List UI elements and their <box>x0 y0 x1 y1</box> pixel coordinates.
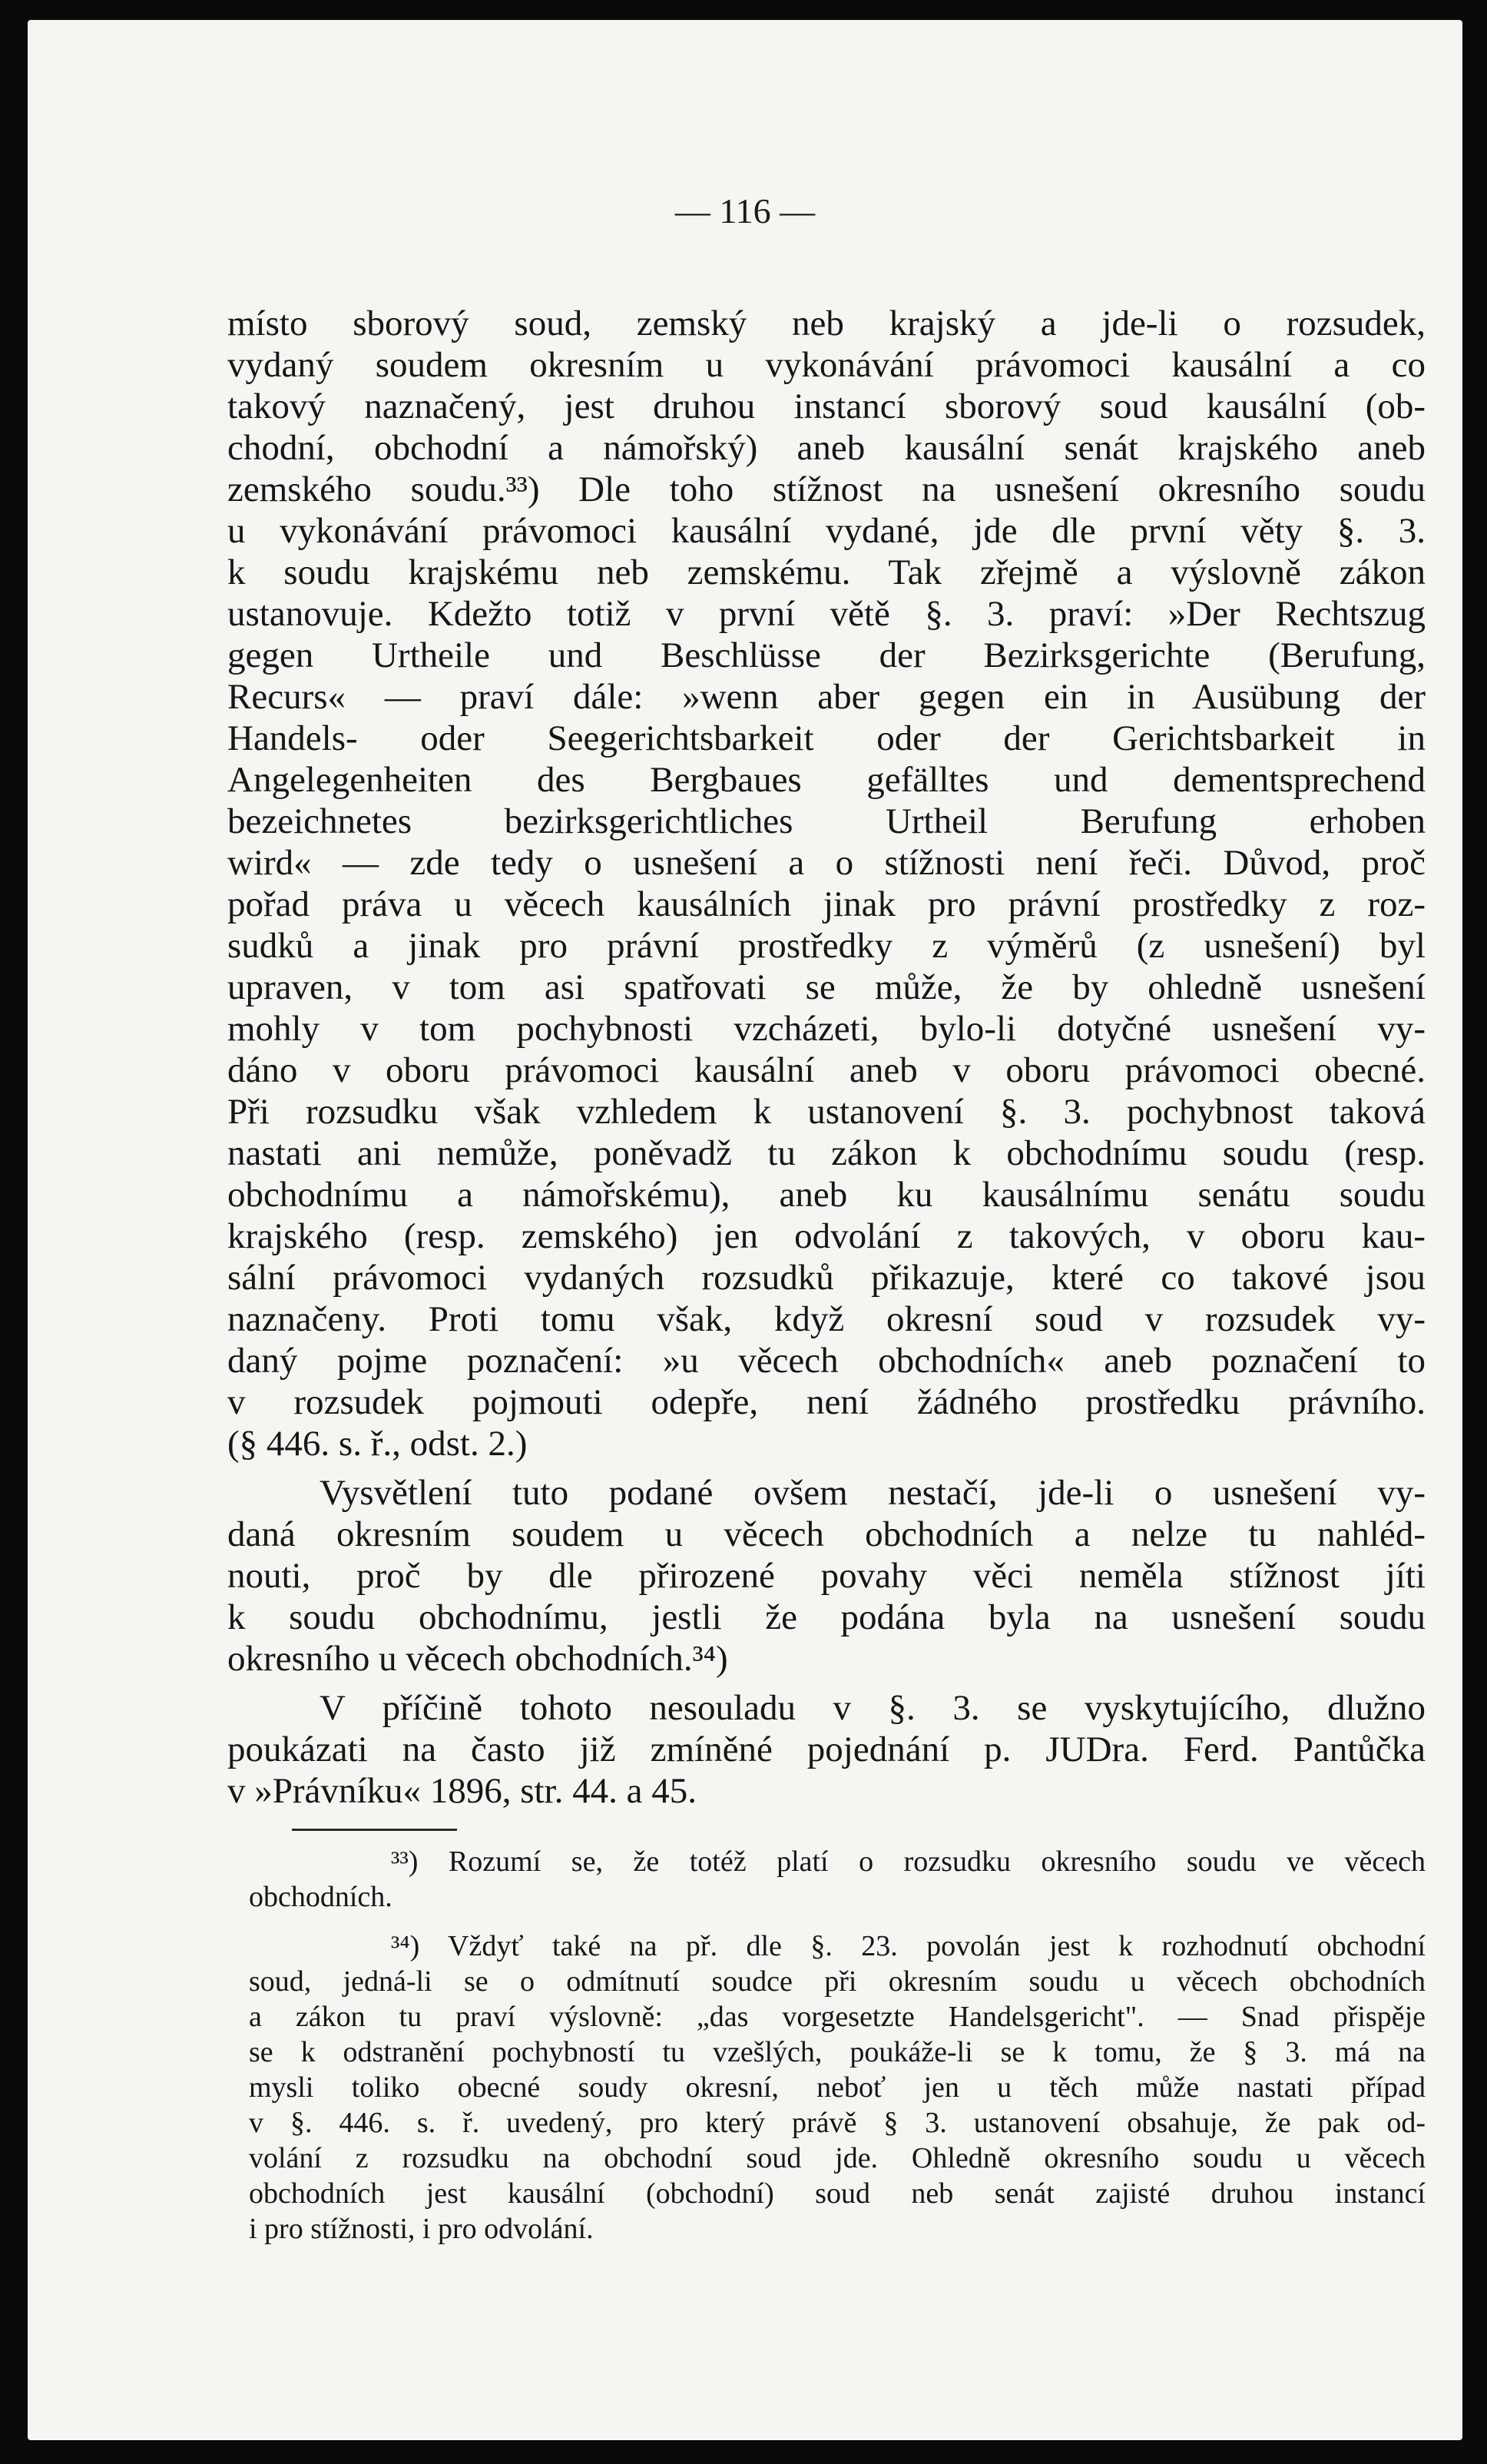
paragraph-1 <box>227 303 1426 1464</box>
text-line: (§ 446. s. ř., odst. 2.) <box>227 1424 528 1464</box>
text-line: Handels- oder Seegerichtsbarkeit oder der Gerichtsbarkeit in <box>227 718 1426 758</box>
footnote-line: obchodních jest kausální (obchodní) soud neb senát zajisté druhou instancí <box>249 2177 1426 2210</box>
text-line: poukázati na často již zmíněné pojednání p. JUDra. Ferd. Pantůčka <box>227 1729 1426 1769</box>
footnote-34 <box>249 1928 1426 2247</box>
footnote-line: soud, jedná-li se o odmítnutí soudce při okresním soudu u věcech obchodních <box>249 1965 1426 1998</box>
text-line: Angelegenheiten des Bergbaues gefälltes und dementsprechend <box>227 760 1426 800</box>
footnote-line: a zákon tu praví výslovně: „das vorgesetzte Handelsgericht". — Snad přispěje <box>249 2001 1426 2033</box>
footnote-33 <box>249 1844 1426 1915</box>
footnote-line: mysli toliko obecné soudy okresní, neboť jen u těch může nastati případ <box>249 2071 1426 2104</box>
paragraph-3 <box>227 1687 1426 1812</box>
text-line: takový naznačený, jest druhou instancí sborový soud kausální (ob- <box>227 386 1426 426</box>
text-line: Vysvětlení tuto podané ovšem nestačí, jde-li o usnešení vy- <box>320 1473 1426 1513</box>
main-text <box>227 303 1426 1812</box>
text-line: nastati ani nemůže, poněvadž tu zákon k obchodnímu soudu (resp. <box>227 1133 1426 1173</box>
text-line: naznačeny. Proti tomu však, když okresní soud v rozsudek vy- <box>227 1299 1426 1339</box>
text-line: nouti, proč by dle přirozené povahy věci neměla stížnost jíti <box>227 1556 1426 1596</box>
footnote-line: v §. 446. s. ř. uvedený, pro který právě § 3. ustanovení obsahuje, že pak od- <box>249 2107 1426 2139</box>
text-line: upraven, v tom asi spatřovati se může, že by ohledně usnešení <box>227 967 1426 1007</box>
paragraph-2 <box>227 1472 1426 1680</box>
footnote-line: ³³) Rozumí se, že totéž platí o rozsudku okresního soudu ve věcech <box>391 1846 1426 1878</box>
footnote-line: ³⁴) Vždyť také na př. dle §. 23. povolán jest k rozhodnutí obchodní <box>391 1930 1426 1962</box>
text-line: krajského (resp. zemského) jen odvolání z takových, v oboru kau- <box>227 1216 1426 1256</box>
text-line: wird« — zde tedy o usnešení a o stížnosti není řeči. Důvod, proč <box>227 843 1426 883</box>
page-number: — 116 — <box>674 191 816 230</box>
text-line: sální právomoci vydaných rozsudků přikazuje, které co takové jsou <box>227 1258 1426 1298</box>
text-line: dáno v oboru právomoci kausální aneb v oboru právomoci obecné. <box>227 1050 1426 1090</box>
text-line: daná okresním soudem u věcech obchodních a nelze tu nahléd- <box>227 1514 1426 1554</box>
text-line: k soudu obchodnímu, jestli že podána byla na usnešení soudu <box>227 1597 1426 1637</box>
text-line: daný pojme poznačení: »u věcech obchodních« aneb poznačení to <box>227 1341 1426 1381</box>
text-line: k soudu krajskému neb zemskému. Tak zřejmě a výslovně zákon <box>227 552 1426 592</box>
text-line: u vykonávání právomoci kausální vydané, jde dle první věty §. 3. <box>227 511 1426 551</box>
footnotes <box>249 1844 1426 2247</box>
text-line: v »Právníku« 1896, str. 44. a 45. <box>227 1771 697 1811</box>
text-line: sudků a jinak pro právní prostředky z výměrů (z usnešení) byl <box>227 926 1426 966</box>
footnote-line: se k odstranění pochybností tu vzešlých, poukáže-li se k tomu, že § 3. má na <box>249 2036 1426 2068</box>
text-line: Recurs« — praví dále: »wenn aber gegen ein in Ausübung der <box>227 677 1426 717</box>
text-line: bezeichnetes bezirksgerichtliches Urtheil Berufung erhoben <box>227 801 1426 841</box>
footnote-line: volání z rozsudku na obchodní soud jde. Ohledně okresního soudu u věcech <box>249 2142 1426 2174</box>
text-line: gegen Urtheile und Beschlüsse der Bezirksgerichte (Berufung, <box>227 635 1426 675</box>
text-line: pořad práva u věcech kausálních jinak pro právní prostředky z roz- <box>227 884 1426 924</box>
text-line: vydaný soudem okresním u vykonávání právomoci kausální a co <box>227 345 1426 385</box>
text-line: V příčině tohoto nesouladu v §. 3. se vyskytujícího, dlužno <box>320 1688 1426 1728</box>
footnote-line: i pro stížnosti, i pro odvolání. <box>249 2213 594 2245</box>
footnote-separator <box>292 1829 457 1831</box>
text-line: chodní, obchodní a námořský) aneb kausální senát krajského aneb <box>227 428 1426 468</box>
text-line: Při rozsudku však vzhledem k ustanovení §. 3. pochybnost taková <box>227 1092 1426 1132</box>
text-line: zemského soudu.³³) Dle toho stížnost na usnešení okresního soudu <box>227 469 1426 509</box>
text-line: místo sborový soud, zemský neb krajský a jde-li o rozsudek, <box>227 303 1426 343</box>
footnote-line: obchodních. <box>249 1881 392 1913</box>
text-line: v rozsudek pojmouti odepře, není žádného prostředku právního. <box>227 1382 1426 1422</box>
text-line: okresního u věcech obchodních.³⁴) <box>227 1639 728 1679</box>
book-page <box>28 20 1462 2440</box>
text-line: ustanovuje. Kdežto totiž v první větě §. 3. praví: »Der Rechtszug <box>227 594 1426 634</box>
text-line: mohly v tom pochybnosti vzcházeti, bylo-li dotyčné usnešení vy- <box>227 1009 1426 1049</box>
text-line: obchodnímu a námořskému), aneb ku kausálnímu senátu soudu <box>227 1175 1426 1215</box>
